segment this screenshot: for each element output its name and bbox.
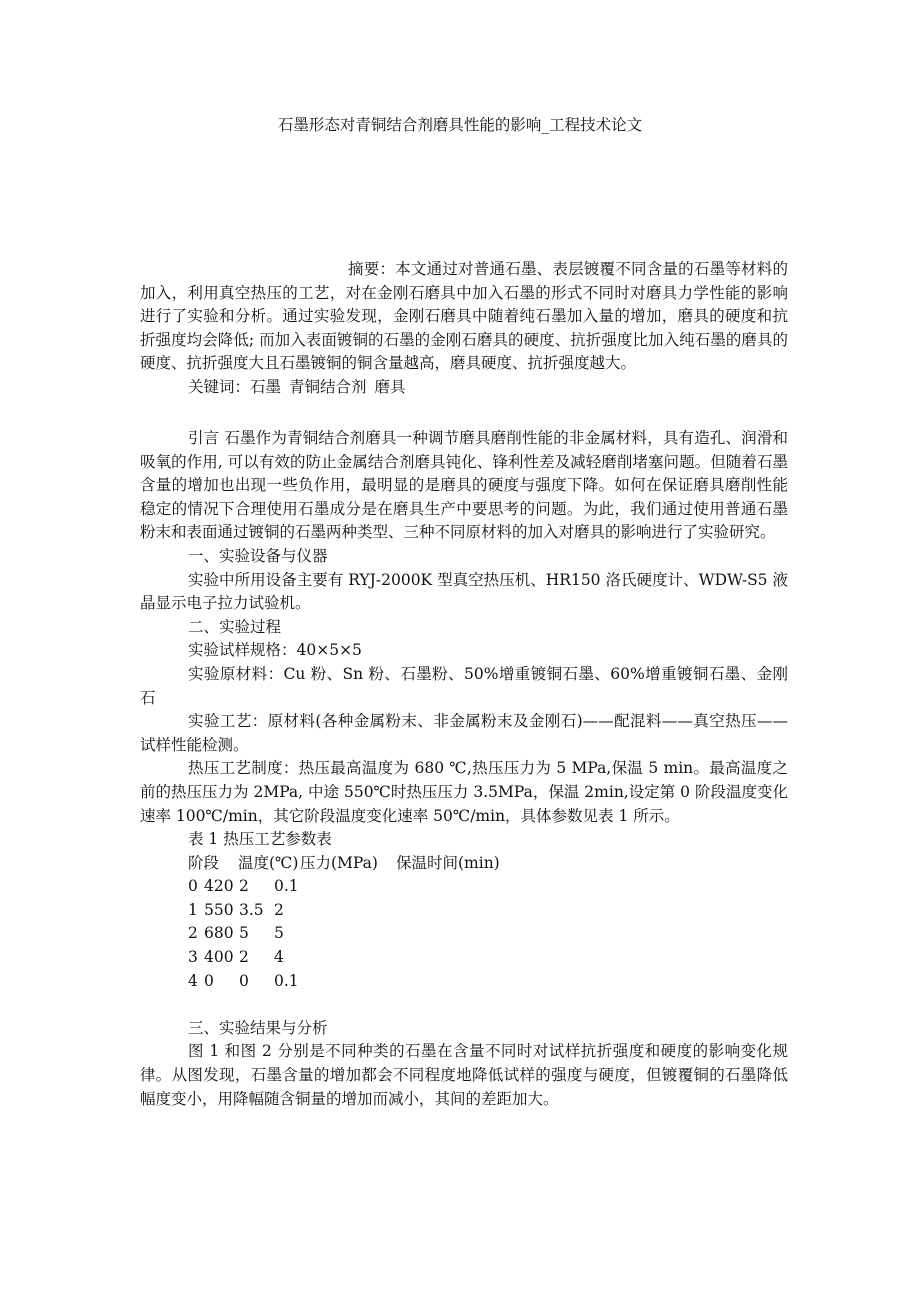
table-cell: 0.1 [274,971,299,990]
table-cell: 4 [274,948,284,967]
table-cell: 5 [274,924,284,943]
section3-text: 图 1 和图 2 分别是不同种类的石墨在含量不同时对试样抗折强度和硬度的影响变化规律。从图发现，石墨含量的增加都会不同程度地降低试样的强度与硬度，但镀覆铜的石墨降低幅度变小，用降幅随含铜量的增加而减小，其间的差距加大。 [140,1042,788,1108]
abstract-block [140,258,788,400]
table-cell: 0 [188,877,198,896]
table-cell: 0.1 [274,877,299,896]
table-cell: 2 [188,924,198,943]
table-cell: 3.5 [239,900,264,919]
section2-regime: 热压工艺制度：热压最高温度为 680 ℃,热压压力为 5 MPa,保温 5 min。最高温度之前的热压压力为 2MPa, 中途 550℃时热压压力 3.5MPa，保温 2min,设定第 0 阶段温度变化速率 100℃/min，其它阶段温度变化速率 50℃/min，具体参数见表 1 所示。 [140,759,788,825]
table-header-row [140,852,788,876]
table-row [140,970,788,994]
section2-process: 实验工艺：原材料(各种金属粉末、非金属粉末及金刚石)——配混料——真空热压——试样性能检测。 [140,712,788,754]
table-cell: 400 [204,948,234,967]
table-cell: 550 [204,900,234,919]
keywords-label: 关键词： [188,377,251,396]
section1-heading: 一、实验设备与仪器 [188,546,328,565]
table-cell: 0 [239,971,249,990]
table-row [140,922,788,946]
spacer [140,993,788,1017]
abstract-paragraph [140,258,788,376]
table-cell: 5 [239,924,249,943]
keyword-item: 石墨 [250,377,282,396]
table-caption: 表 1 热压工艺参数表 [188,830,332,849]
table-cell: 2 [274,900,284,919]
keyword-item: 磨具 [374,377,406,396]
table-header-cell: 保温时间(min) [396,853,500,872]
table-cell: 3 [188,948,198,967]
section1-text: 实验中所用设备主要有 RYJ-2000K 型真空热压机、HR150 洛氏硬度计、WDW-S5 液晶显示电子拉力试验机。 [140,570,788,613]
intro-paragraph: 引言 石墨作为青铜结合剂磨具一种调节磨具磨削性能的非金属材料，具有造孔、润滑和吸氧的作用, 可以有效的防止金属结合剂磨具钝化、锋利性差及减轻磨削堵塞问题。但随着石墨含量的增加也出现一些负作用，最明显的是磨具的硬度与强度下降。如何在保证磨具磨削性能稳定的情况下合理使用石墨成分是在磨具生产中要思考的问题。为此，我们通过使用普通石墨粉末和表面通过镀铜的石墨两种类型、三种不同原材料的加入对磨具的影响进行了实验研究。 [140,429,788,542]
section3-heading: 三、实验结果与分析 [188,1018,328,1037]
table-header-cell: 阶段 [188,853,220,872]
abstract-text: 本文通过对普通石墨、表层镀覆不同含量的石墨等材料的加入，利用真空热压的工艺，对在金刚石磨具中加入石墨的形式不同时对磨具力学性能的影响进行了实验和分析。通过实验发现，金刚石磨具中随着纯石墨加入量的增加，磨具的硬度和抗折强度均会降低; 而加入表面镀铜的石墨的金刚石磨具的硬度、抗折强度比加入纯石墨的磨具的硬度、抗折强度大且石墨镀铜的铜含量越高，磨具硬度、抗折强度越大。 [140,260,788,373]
document-title: 石墨形态对青铜结合剂磨具性能的影响_工程技术论文 [277,116,643,134]
section2-heading: 二、实验过程 [188,617,282,636]
keyword-item: 青铜结合剂 [289,377,367,396]
table-cell: 4 [188,971,198,990]
document-body [140,427,788,1111]
table-row [140,946,788,970]
table-cell: 2 [239,877,249,896]
table-cell: 420 [204,877,234,896]
table-row [140,875,788,899]
table-cell: 1 [188,900,198,919]
abstract-label: 摘要： [348,260,396,278]
table-header-cell: 压力(MPa) [300,853,378,872]
table-row [140,899,788,923]
table-cell: 680 [204,924,234,943]
table-cell: 0 [204,971,214,990]
table-cell: 2 [239,948,249,967]
section2-materials: 实验原材料：Cu 粉、Sn 粉、石墨粉、50%增重镀铜石墨、60%增重镀铜石墨、金刚石 [140,664,788,707]
section2-spec: 实验试样规格：40×5×5 [188,641,362,660]
keywords-line [140,376,788,400]
table-header-cell: 温度(℃) [238,853,299,872]
